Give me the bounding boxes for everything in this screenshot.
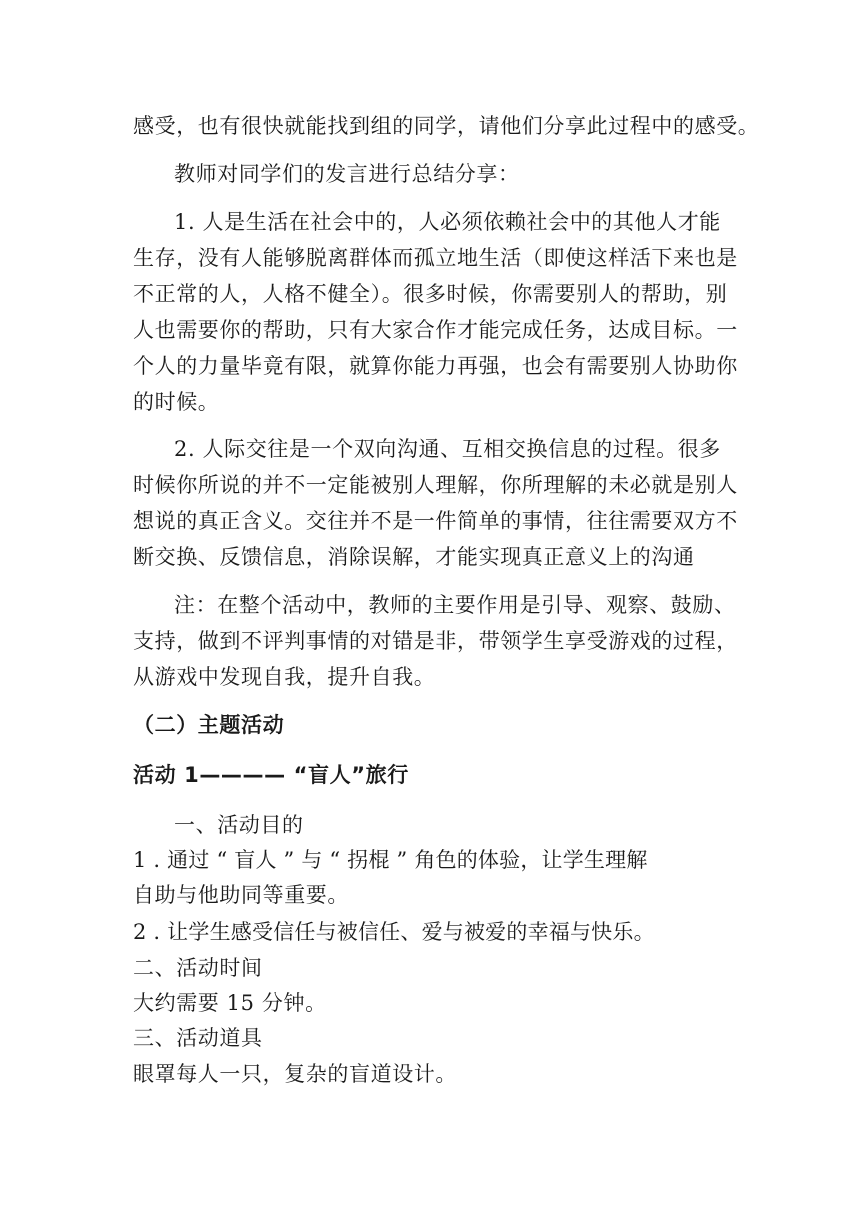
purpose-item: 自助与他助同等重要。 [133, 883, 349, 907]
props-text: 眼罩每人一只，复杂的盲道设计。 [133, 1062, 457, 1086]
point1-line: 1. 人是生活在社会中的，人必须依赖社会中的其他人才能 [174, 210, 721, 234]
point1-line: 人也需要你的帮助，只有大家合作才能完成任务，达成目标。一 [133, 318, 738, 342]
point1-line: 生存，没有人能够脱离群体而孤立地生活（即使这样活下来也是 [133, 246, 738, 270]
intro-line: 感受，也有很快就能找到组的同学，请他们分享此过程中的感受。 [133, 114, 760, 138]
point2-line: 时候你所说的并不一定能被别人理解，你所理解的未必就是别人 [133, 473, 738, 497]
point2-line: 2. 人际交往是一个双向沟通、互相交换信息的过程。很多 [174, 437, 721, 461]
section-heading: （二）主题活动 [133, 713, 285, 737]
point1-line: 的时候。 [133, 390, 220, 414]
purpose-item: 2 . 让学生感受信任与被信任、爱与被爱的幸福与快乐。 [133, 920, 655, 944]
point2-line: 断交换、反馈信息，消除误解，才能实现真正意义上的沟通 [133, 545, 695, 569]
props-title: 三、活动道具 [133, 1026, 263, 1050]
point2-line: 想说的真正含义。交往并不是一件简单的事情，往往需要双方不 [133, 509, 738, 533]
note-line: 注：在整个活动中，教师的主要作用是引导、观察、鼓励、 [174, 593, 736, 617]
time-title: 二、活动时间 [133, 956, 263, 980]
purpose-title: 一、活动目的 [174, 813, 304, 837]
point1-line: 个人的力量毕竟有限，就算你能力再强，也会有需要别人协助你 [133, 354, 738, 378]
summary-intro: 教师对同学们的发言进行总结分享： [174, 162, 520, 186]
point1-line: 不正常的人，人格不健全）。很多时候，你需要别人的帮助，别 [133, 282, 728, 306]
note-line: 支持，做到不评判事情的对错是非，带领学生享受游戏的过程， [133, 629, 738, 653]
time-text: 大约需要 15 分钟。 [133, 991, 327, 1015]
note-line: 从游戏中发现自我，提升自我。 [133, 665, 436, 689]
purpose-item: 1 . 通过 “ 盲人 ” 与 “ 拐棍 ” 角色的体验，让学生理解 [133, 848, 648, 872]
activity-heading: 活动 1———— “盲人”旅行 [133, 763, 409, 787]
